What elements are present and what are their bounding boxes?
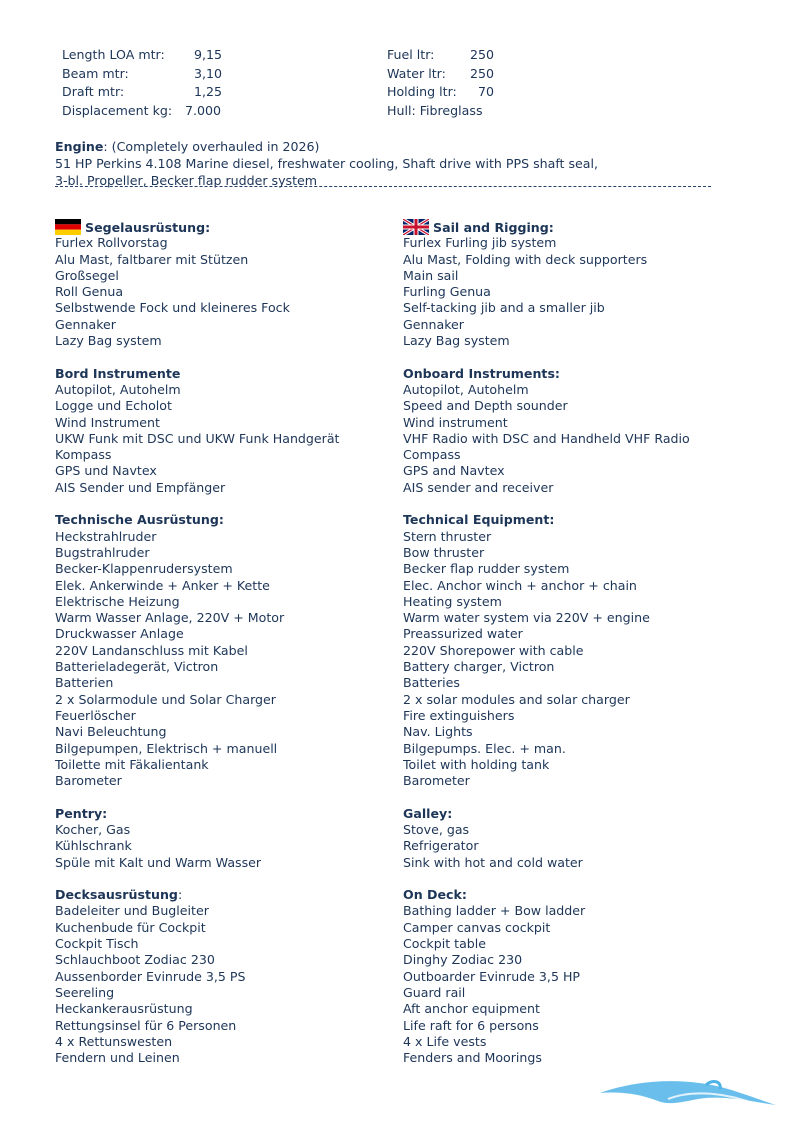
list-item: Fendern und Leinen xyxy=(55,1050,180,1066)
german-section xyxy=(55,806,395,871)
list-item: Kuchenbude für Cockpit xyxy=(55,919,206,935)
section-title xyxy=(403,512,743,528)
german-column xyxy=(55,219,395,1066)
list-item: Dinghy Zodiac 230 xyxy=(403,952,523,968)
english-section xyxy=(403,219,743,349)
list-item: Barometer xyxy=(55,773,122,789)
section-title-text: Pentry: xyxy=(55,805,108,821)
german-section xyxy=(55,366,395,496)
engine-note: : (Completely overhauled in 2026) xyxy=(103,139,320,154)
section-title-text: Bord Instrumente xyxy=(55,365,181,381)
spec-length xyxy=(62,46,222,65)
list-item: Alu Mast, Folding with deck supporters xyxy=(403,251,648,267)
german-section xyxy=(55,887,395,1066)
list-item: Preassurized water xyxy=(403,626,523,642)
list-item: Toilet with holding tank xyxy=(403,756,550,772)
engine-label: Engine xyxy=(55,139,104,154)
list-item: Stern thruster xyxy=(403,528,492,544)
list-item: Selbstwende Fock und kleineres Fock xyxy=(55,300,290,316)
spec-value: 1,25 xyxy=(193,84,222,99)
list-item: Warm water system via 220V + engine xyxy=(403,610,650,626)
list-item: Cockpit table xyxy=(403,936,487,952)
spec-hull xyxy=(387,102,494,121)
section-title-text: On Deck: xyxy=(403,887,467,903)
list-item: Outboarder Evinrude 3,5 HP xyxy=(403,968,581,984)
list-item: Alu Mast, faltbarer mit Stützen xyxy=(55,251,249,267)
list-item: 2 x Solarmodule und Solar Charger xyxy=(55,691,276,707)
list-item: Rettungsinsel für 6 Personen xyxy=(55,1017,237,1033)
list-item: Elec. Anchor winch + anchor + chain xyxy=(403,577,637,593)
engine-heading xyxy=(55,138,755,155)
german-flag-icon xyxy=(55,219,81,235)
section-title-suffix: : xyxy=(177,887,183,903)
list-item: GPS and Navtex xyxy=(403,463,505,479)
list-item: Battery charger, Victron xyxy=(403,659,555,675)
spec-value: 7.000 xyxy=(185,102,222,118)
english-section xyxy=(403,366,743,496)
list-item: 4 x Life vests xyxy=(403,1033,487,1049)
list-item: 2 x solar modules and solar charger xyxy=(403,691,630,707)
list-item: Gennaker xyxy=(55,316,116,332)
spec-label: Displacement kg: xyxy=(62,102,173,118)
english-section xyxy=(403,887,743,1066)
spec-draft xyxy=(62,83,222,102)
list-item: Guard rail xyxy=(403,984,466,1000)
list-item: Lazy Bag system xyxy=(403,333,510,349)
list-item: VHF Radio with DSC and Handheld VHF Radio xyxy=(403,430,690,446)
list-item: Aussenborder Evinrude 3,5 PS xyxy=(55,968,246,984)
spec-label: Length LOA mtr: xyxy=(62,47,165,62)
list-item: 220V Landanschluss mit Kabel xyxy=(55,642,248,658)
specs-left-column xyxy=(62,46,222,120)
list-item: Aft anchor equipment xyxy=(403,1001,540,1017)
spec-label: Beam mtr: xyxy=(62,65,129,81)
list-item: Roll Genua xyxy=(55,284,124,300)
list-item: GPS und Navtex xyxy=(55,463,157,479)
list-item: Life raft for 6 persons xyxy=(403,1017,539,1033)
list-item: Lazy Bag system xyxy=(55,333,162,349)
list-item: Wind Instrument xyxy=(55,414,160,430)
list-item: Elektrische Heizung xyxy=(55,593,180,609)
english-section xyxy=(403,806,743,871)
section-title-text: Technical Equipment: xyxy=(403,512,555,528)
engine-block xyxy=(55,138,755,189)
list-item: Furlex Rollvorstag xyxy=(55,235,168,251)
list-item: Camper canvas cockpit xyxy=(403,919,551,935)
spec-value: 250 xyxy=(469,65,494,81)
list-item: Badeleiter und Bugleiter xyxy=(55,903,209,919)
list-item: Wind instrument xyxy=(403,414,508,430)
uk-flag-icon xyxy=(403,219,429,235)
list-item: Heckankerausrüstung xyxy=(55,1001,193,1017)
spec-displacement xyxy=(62,102,222,121)
list-item: Fenders and Moorings xyxy=(403,1050,542,1066)
spec-value: 3,10 xyxy=(193,65,222,81)
list-item: Elek. Ankerwinde + Anker + Kette xyxy=(55,577,270,593)
section-title xyxy=(55,806,395,822)
list-item: Bilgepumpen, Elektrisch + manuell xyxy=(55,740,278,756)
wave-logo-icon xyxy=(598,1075,778,1115)
list-item: Gennaker xyxy=(403,316,464,332)
list-item: Sink with hot and cold water xyxy=(403,854,583,870)
english-section xyxy=(403,512,743,789)
section-title xyxy=(55,887,395,903)
spec-label: Draft mtr: xyxy=(62,84,125,99)
list-item: Kocher, Gas xyxy=(55,821,131,837)
specs-right-column xyxy=(387,46,494,120)
list-item: Becker-Klappenrudersystem xyxy=(55,561,233,577)
list-item: Bilgepumps. Elec. + man. xyxy=(403,740,566,756)
list-item: Speed and Depth sounder xyxy=(403,398,568,414)
list-item: Fire extinguishers xyxy=(403,707,515,723)
section-title-text: Galley: xyxy=(403,805,453,821)
english-column xyxy=(403,219,743,1066)
list-item: Nav. Lights xyxy=(403,724,473,740)
list-item: 220V Shorepower with cable xyxy=(403,642,584,658)
list-item: Bugstrahlruder xyxy=(55,544,150,560)
list-item: Becker flap rudder system xyxy=(403,561,570,577)
section-title xyxy=(403,219,743,235)
list-item: Bathing ladder + Bow ladder xyxy=(403,903,586,919)
list-item: Stove, gas xyxy=(403,821,470,837)
list-item: Barometer xyxy=(403,773,470,789)
list-item: Großsegel xyxy=(55,267,119,283)
engine-description: 51 HP Perkins 4.108 Marine diesel, freshwater cooling, Shaft drive with PPS shaft seal, xyxy=(55,156,599,171)
list-item: Navi Beleuchtung xyxy=(55,724,167,740)
dashed-divider xyxy=(55,186,711,187)
section-title xyxy=(55,512,395,528)
german-section xyxy=(55,219,395,349)
section-title-text: Sail and Rigging: xyxy=(433,220,554,235)
spec-value: 9,15 xyxy=(193,47,222,62)
section-title xyxy=(403,366,743,382)
list-item: AIS Sender und Empfänger xyxy=(55,479,226,495)
list-item: Batterieladegerät, Victron xyxy=(55,659,219,675)
section-title-text: Technische Ausrüstung: xyxy=(55,512,224,528)
german-section xyxy=(55,512,395,789)
list-item: Seereling xyxy=(55,984,115,1000)
spec-value: Fibreglass xyxy=(419,102,483,118)
list-item: Feuerlöscher xyxy=(55,707,136,723)
list-item: Batterien xyxy=(55,675,114,691)
list-item: Autopilot, Autohelm xyxy=(55,381,181,397)
list-item: Furlex Furling jib system xyxy=(403,235,557,251)
section-title xyxy=(403,887,743,903)
spec-value: 250 xyxy=(469,47,494,62)
list-item: 4 x Rettunswesten xyxy=(55,1033,173,1049)
spec-label: Hull: xyxy=(387,102,416,118)
list-item: Warm Wasser Anlage, 220V + Motor xyxy=(55,610,285,626)
list-item: AIS sender and receiver xyxy=(403,479,554,495)
spec-label: Holding ltr: xyxy=(387,84,457,99)
list-item: Heating system xyxy=(403,593,502,609)
list-item: Toilette mit Fäkalientank xyxy=(55,756,209,772)
section-title-text: Decksausrüstung xyxy=(55,887,178,903)
spec-fuel xyxy=(387,46,494,65)
list-item: Cockpit Tisch xyxy=(55,936,139,952)
list-item: Heckstrahlruder xyxy=(55,528,157,544)
section-title-text: Onboard Instruments: xyxy=(403,365,560,381)
spec-label: Fuel ltr: xyxy=(387,47,435,62)
list-item: Compass xyxy=(403,447,461,463)
engine-propeller: 3-bl. Propeller, Becker flap rudder system xyxy=(55,173,318,188)
section-title-text: Segelausrüstung: xyxy=(85,220,211,235)
section-title xyxy=(403,806,743,822)
list-item: Bow thruster xyxy=(403,544,485,560)
list-item: Autopilot, Autohelm xyxy=(403,381,529,397)
list-item: Druckwasser Anlage xyxy=(55,626,184,642)
list-item: Main sail xyxy=(403,267,459,283)
list-item: Refrigerator xyxy=(403,838,479,854)
spec-water xyxy=(387,65,494,84)
list-item: Kompass xyxy=(55,447,112,463)
section-title xyxy=(55,219,395,235)
spec-label: Water ltr: xyxy=(387,65,446,81)
spec-value: 70 xyxy=(477,84,494,99)
list-item: Logge und Echolot xyxy=(55,398,172,414)
spec-beam xyxy=(62,65,222,84)
list-item: Schlauchboot Zodiac 230 xyxy=(55,952,215,968)
list-item: Batteries xyxy=(403,675,460,691)
list-item: Self-tacking jib and a smaller jib xyxy=(403,300,605,316)
list-item: UKW Funk mit DSC und UKW Funk Handgerät xyxy=(55,430,340,446)
list-item: Kühlschrank xyxy=(55,838,132,854)
spec-holding xyxy=(387,83,494,102)
section-title xyxy=(55,366,395,382)
list-item: Furling Genua xyxy=(403,284,491,300)
list-item: Spüle mit Kalt und Warm Wasser xyxy=(55,854,262,870)
